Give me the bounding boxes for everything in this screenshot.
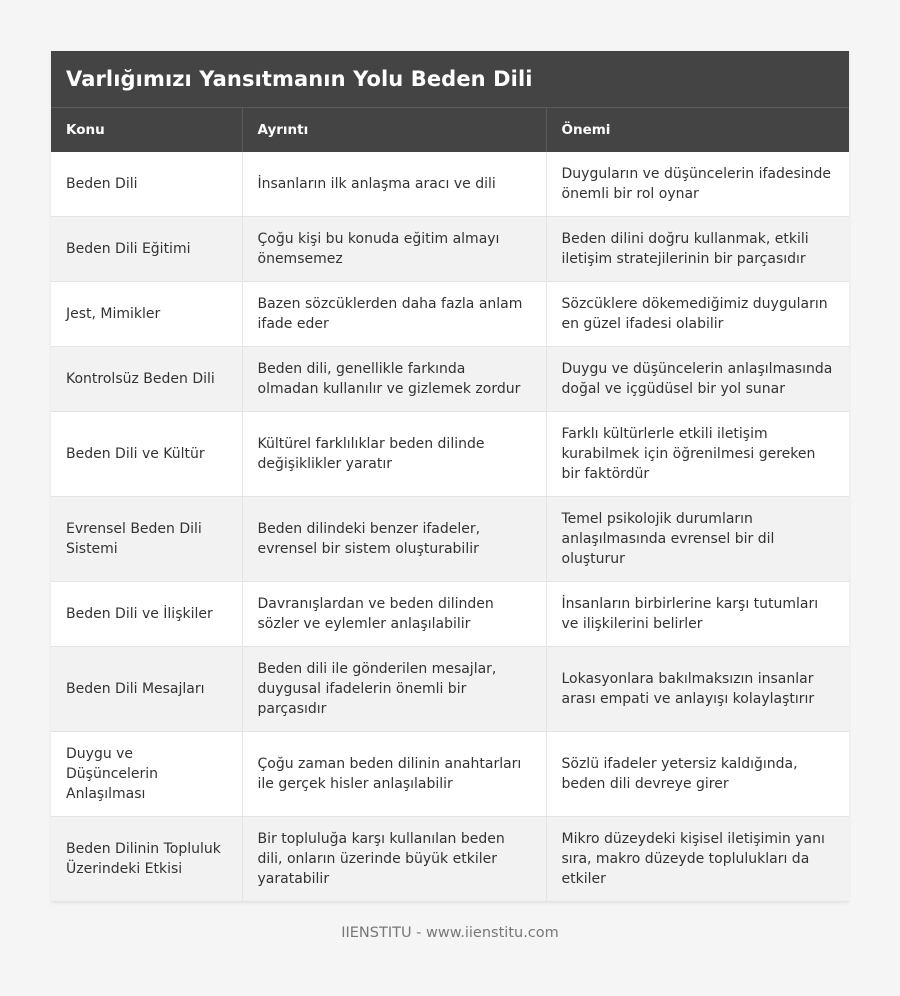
cell-ayrinti: Kültürel farklılıklar beden dilinde değişiklikler yaratır [242, 412, 546, 497]
cell-ayrinti: Bazen sözcüklerden daha fazla anlam ifade eder [242, 282, 546, 347]
table-row [51, 732, 849, 817]
cell-konu: Beden Dili [51, 152, 242, 217]
table-row [51, 497, 849, 582]
cell-konu: Beden Dilinin Topluluk Üzerindeki Etkisi [51, 817, 242, 902]
cell-konu: Kontrolsüz Beden Dili [51, 347, 242, 412]
footer-credit: IIENSTITU - www.iienstitu.com [341, 925, 559, 941]
header-row [51, 108, 849, 152]
cell-ayrinti: Çoğu zaman beden dilinin anahtarları ile gerçek hisler anlaşılabilir [242, 732, 546, 817]
table-row [51, 647, 849, 732]
cell-onemi: Beden dilini doğru kullanmak, etkili iletişim stratejilerinin bir parçasıdır [546, 217, 849, 282]
data-table [51, 108, 849, 902]
table-row [51, 282, 849, 347]
table-card [51, 51, 849, 902]
cell-ayrinti: Beden dili ile gönderilen mesajlar, duygusal ifadelerin önemli bir parçasıdır [242, 647, 546, 732]
cell-ayrinti: Beden dili, genellikle farkında olmadan kullanılır ve gizlemek zordur [242, 347, 546, 412]
cell-konu: Jest, Mimikler [51, 282, 242, 347]
cell-ayrinti: Bir topluluğa karşı kullanılan beden dili, onların üzerinde büyük etkiler yaratabilir [242, 817, 546, 902]
table-row [51, 347, 849, 412]
title-bar [51, 51, 849, 108]
cell-ayrinti: Davranışlardan ve beden dilinden sözler ve eylemler anlaşılabilir [242, 582, 546, 647]
cell-onemi: Duygu ve düşüncelerin anlaşılmasında doğal ve içgüdüsel bir yol sunar [546, 347, 849, 412]
table-row [51, 412, 849, 497]
cell-konu: Beden Dili Mesajları [51, 647, 242, 732]
cell-konu: Beden Dili ve Kültür [51, 412, 242, 497]
table-row [51, 817, 849, 902]
table-row [51, 217, 849, 282]
cell-ayrinti: Beden dilindeki benzer ifadeler, evrensel bir sistem oluşturabilir [242, 497, 546, 582]
cell-onemi: Farklı kültürlerle etkili iletişim kurabilmek için öğrenilmesi gereken bir faktördür [546, 412, 849, 497]
column-header-onemi: Önemi [546, 108, 849, 152]
column-header-ayrinti: Ayrıntı [242, 108, 546, 152]
column-header-konu: Konu [51, 108, 242, 152]
cell-ayrinti: İnsanların ilk anlaşma aracı ve dili [242, 152, 546, 217]
cell-konu: Beden Dili Eğitimi [51, 217, 242, 282]
cell-onemi: Sözlü ifadeler yetersiz kaldığında, beden dili devreye girer [546, 732, 849, 817]
cell-onemi: Mikro düzeydeki kişisel iletişimin yanı sıra, makro düzeyde toplulukları da etkiler [546, 817, 849, 902]
cell-onemi: Temel psikolojik durumların anlaşılmasında evrensel bir dil oluşturur [546, 497, 849, 582]
cell-onemi: Duyguların ve düşüncelerin ifadesinde önemli bir rol oynar [546, 152, 849, 217]
cell-konu: Evrensel Beden Dili Sistemi [51, 497, 242, 582]
table-row [51, 582, 849, 647]
cell-konu: Beden Dili ve İlişkiler [51, 582, 242, 647]
cell-ayrinti: Çoğu kişi bu konuda eğitim almayı önemsemez [242, 217, 546, 282]
cell-onemi: Sözcüklere dökemediğimiz duyguların en güzel ifadesi olabilir [546, 282, 849, 347]
cell-onemi: İnsanların birbirlerine karşı tutumları ve ilişkilerini belirler [546, 582, 849, 647]
cell-konu: Duygu ve Düşüncelerin Anlaşılması [51, 732, 242, 817]
table-row [51, 152, 849, 217]
cell-onemi: Lokasyonlara bakılmaksızın insanlar arası empati ve anlayışı kolaylaştırır [546, 647, 849, 732]
page-title: Varlığımızı Yansıtmanın Yolu Beden Dili [66, 67, 533, 91]
